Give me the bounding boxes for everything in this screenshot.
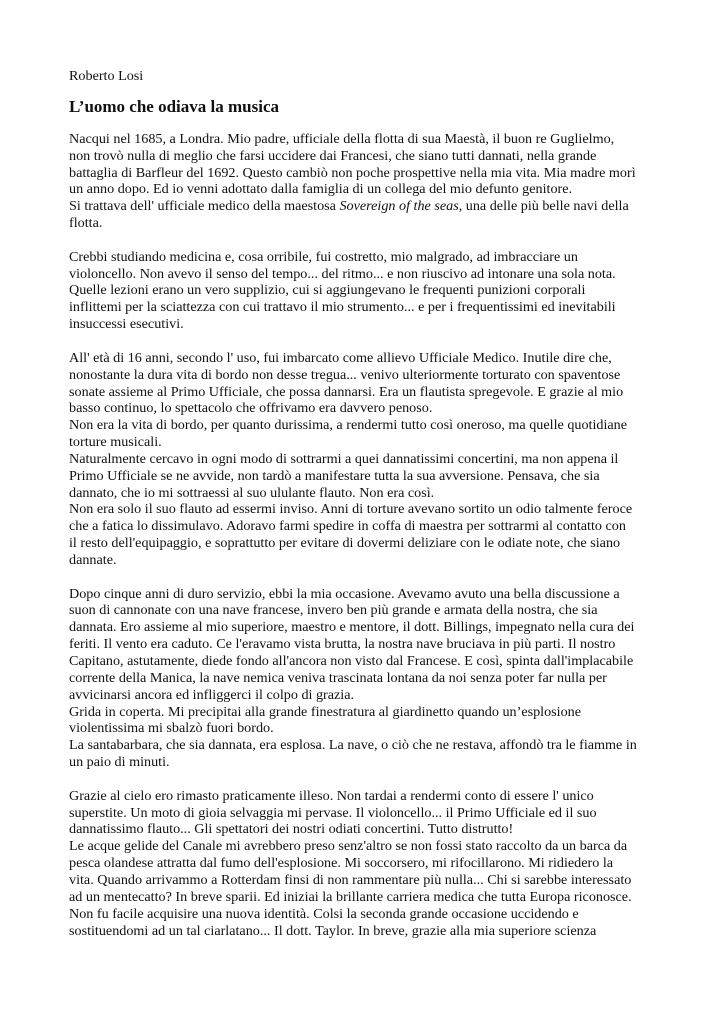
text-segment: Non era la vita di bordo, per quanto durissima, a rendermi tutto così oneroso, ma quelle quotidiane <box>69 417 628 434</box>
text-line <box>69 788 661 805</box>
text-line <box>69 720 661 737</box>
text-line <box>69 215 661 232</box>
text-line <box>69 737 661 754</box>
text-line <box>69 636 661 653</box>
text-line <box>69 266 661 283</box>
text-segment: avvicinarsi ancora ed infliggerci il colpo di grazia. <box>69 686 355 703</box>
text-segment: La santabarbara, che sia dannata, era esplosa. La nave, o ciò che ne restava, affondò tra le fiamme in <box>69 737 637 754</box>
text-segment: Quelle lezioni erano un vero supplizio, cui si aggiungevano le frequenti punizioni corporali <box>69 282 586 299</box>
text-segment: Capitano, astutamente, diede fondo all'ancora non visto dal Francese. E così, spinta dall'implacabile <box>69 653 634 669</box>
text-segment: inflittemi per la sciattezza con cui trattavo il mio strumento... e per i frequentissimi ed inevitabili <box>69 299 616 316</box>
text-line <box>69 501 661 518</box>
text-line <box>69 299 661 316</box>
text-segment: flotta. <box>69 215 103 232</box>
text-line <box>69 350 661 367</box>
text-line <box>69 400 661 417</box>
text-segment: violentissima mi sbalzò fuori bordo. <box>69 720 274 737</box>
text-line <box>69 148 661 165</box>
text-line <box>69 535 661 552</box>
text-segment: Crebbi studiando medicina e, cosa orribile, fui costretto, mio malgrado, ad imbracciare un <box>69 248 578 265</box>
text-segment: nonostante la dura vita di bordo non desse tregua... venivo ulteriormente torturato con spaventose <box>69 366 621 383</box>
text-line <box>69 249 661 266</box>
text-segment: il resto dell'equipaggio, e soprattutto per evitare di dovermi deliziare con le odiate note, che siano <box>69 535 621 552</box>
text-segment: dannate. <box>69 551 117 568</box>
text-line <box>69 165 661 182</box>
text-segment: suon di cannonate con una nave francese, invero ben più grande e armata della nostra, che sia <box>69 602 598 619</box>
text-line <box>69 687 661 704</box>
text-line <box>69 704 661 721</box>
text-line <box>69 552 661 569</box>
text-segment: Primo Ufficiale se ne avvide, non tardò a manifestare tutta la sua avversione. Pensava, che sia <box>69 467 600 484</box>
text-segment: un anno dopo. Ed io venni adottato dalla famiglia di un collega del mio defunto genitore. <box>69 181 573 198</box>
text-segment: torture musicali. <box>69 434 162 451</box>
paragraph <box>69 350 661 569</box>
text-line <box>69 485 661 502</box>
text-segment: All' età di 16 anni, secondo l' uso, fui imbarcato come allievo Ufficiale Medico. Inutile dire che, <box>69 349 612 366</box>
text-line <box>69 754 661 771</box>
text-line <box>69 417 661 434</box>
text-segment: ad un mentecatto? In breve sparii. Ed iniziai la brillante carriera medica che tutta Europa riconosce. <box>69 888 632 905</box>
text-segment: corrente della Manica, la nave nemica veniva trascinata lontana da noi senza poter far nulla per <box>69 669 607 686</box>
text-line <box>69 619 661 636</box>
text-line <box>69 518 661 535</box>
text-segment: Grida in coperta. Mi precipitai alla grande finestratura al giardinetto quando un’esplosione <box>69 703 582 720</box>
text-line <box>69 282 661 299</box>
text-line <box>69 316 661 333</box>
text-segment: Si trattava dell' ufficiale medico della maestosa <box>69 198 340 215</box>
text-segment: che a fatica lo dissimulavo. Adoravo farmi spedire in coffa di maestra per sottrarmi al contatto con <box>69 518 626 535</box>
text-segment: dannata. Ero assieme al mio superiore, maestro e mentore, il dott. Billings, impegnato nella cura dei <box>69 619 635 636</box>
text-line <box>69 821 661 838</box>
text-line <box>69 384 661 401</box>
text-line <box>69 367 661 384</box>
text-line <box>69 131 661 148</box>
text-line <box>69 468 661 485</box>
ship-name: Sovereign of the seas <box>339 198 459 215</box>
text-segment: dannato, che io mi sottraessi al suo ululante flauto. Non era così. <box>69 484 435 501</box>
story-body <box>69 131 661 940</box>
text-segment: sonate assieme al Primo Ufficiale, che possa dannarsi. Era un flautista spregevole. E grazie al mio <box>69 383 624 400</box>
text-line <box>69 838 661 855</box>
text-line <box>69 670 661 687</box>
text-line <box>69 855 661 872</box>
paragraph <box>69 586 661 771</box>
text-segment: superstite. Un moto di gioia selvaggia mi pervase. Il violoncello... il Primo Ufficiale ed il suo <box>69 804 597 821</box>
document-page <box>69 68 661 956</box>
text-line <box>69 923 661 940</box>
text-segment: Grazie al cielo ero rimasto praticamente illeso. Non tardai a rendermi conto di essere l' unico <box>69 787 594 804</box>
text-segment: sostituendomi ad un tal ciarlatano... Il dott. Taylor. In breve, grazie alla mia superiore scienza <box>69 922 597 939</box>
text-segment: pesca olandese attratta dal fumo dell'esplosione. Mi soccorsero, mi rifocillarono. Mi ridiedero la <box>69 855 614 872</box>
text-line <box>69 602 661 619</box>
text-segment: un paio di minuti. <box>69 754 170 771</box>
text-line <box>69 805 661 822</box>
text-segment: feriti. Il vento era caduto. Ce l'eravamo vista brutta, la nostra nave bruciava in più parti. Il nostro <box>69 636 616 653</box>
text-segment: Naturalmente cercavo in ogni modo di sottrarmi a quei dannatissimi concertini, ma non appena il <box>69 450 619 467</box>
text-line <box>69 653 661 670</box>
paragraph <box>69 788 661 940</box>
text-segment: Non fu facile acquisire una nuova identità. Colsi la seconda grande occasione uccidendo e <box>69 905 579 922</box>
text-line <box>69 451 661 468</box>
text-segment: Non era solo il suo flauto ad essermi inviso. Anni di torture avevano sortito un odio talmente feroce <box>69 501 633 518</box>
text-line <box>69 434 661 451</box>
text-line <box>69 906 661 923</box>
text-segment: insuccessi esecutivi. <box>69 316 184 333</box>
author-name: Roberto Losi <box>69 68 144 84</box>
text-segment: Dopo cinque anni di duro servizio, ebbi la mia occasione. Avevamo avuto una bella discussione a <box>69 585 620 602</box>
text-segment: violoncello. Non avevo il senso del tempo... del ritmo... e non riuscivo ad intonare una sola nota. <box>69 265 616 282</box>
text-line <box>69 889 661 906</box>
text-line <box>69 872 661 889</box>
text-segment: basso continuo, lo spettacolo che offrivamo era davvero penoso. <box>69 400 433 417</box>
text-line <box>69 198 661 215</box>
text-segment: Le acque gelide del Canale mi avrebbero preso senz'altro se non fossi stato raccolto da un barca da <box>69 838 628 855</box>
text-segment: non trovò nulla di meglio che farsi uccidere dai Francesi, che siano tutti dannati, nella grande <box>69 147 597 164</box>
text-segment: Nacqui nel 1685, a Londra. Mio padre, ufficiale della flotta di sua Maestà, il buon re Guglielmo, <box>69 130 615 147</box>
paragraph <box>69 131 661 232</box>
text-segment: dannatissimo flauto... Gli spettatori dei nostri odiati concertini. Tutto distrutto! <box>69 821 514 838</box>
text-segment: battaglia di Barfleur del 1692. Questo cambiò non poche prospettive nella mia vita. Mia madre morì <box>69 164 636 181</box>
text-line <box>69 181 661 198</box>
text-segment: , una delle più belle navi della <box>458 198 629 215</box>
text-line <box>69 586 661 603</box>
paragraph <box>69 249 661 333</box>
text-segment: vita. Quando arrivammo a Rotterdam finsi di non rammentare più nulla... Chi si sarebbe interessato <box>69 871 632 888</box>
story-title: L’uomo che odiava la musica <box>69 96 280 116</box>
